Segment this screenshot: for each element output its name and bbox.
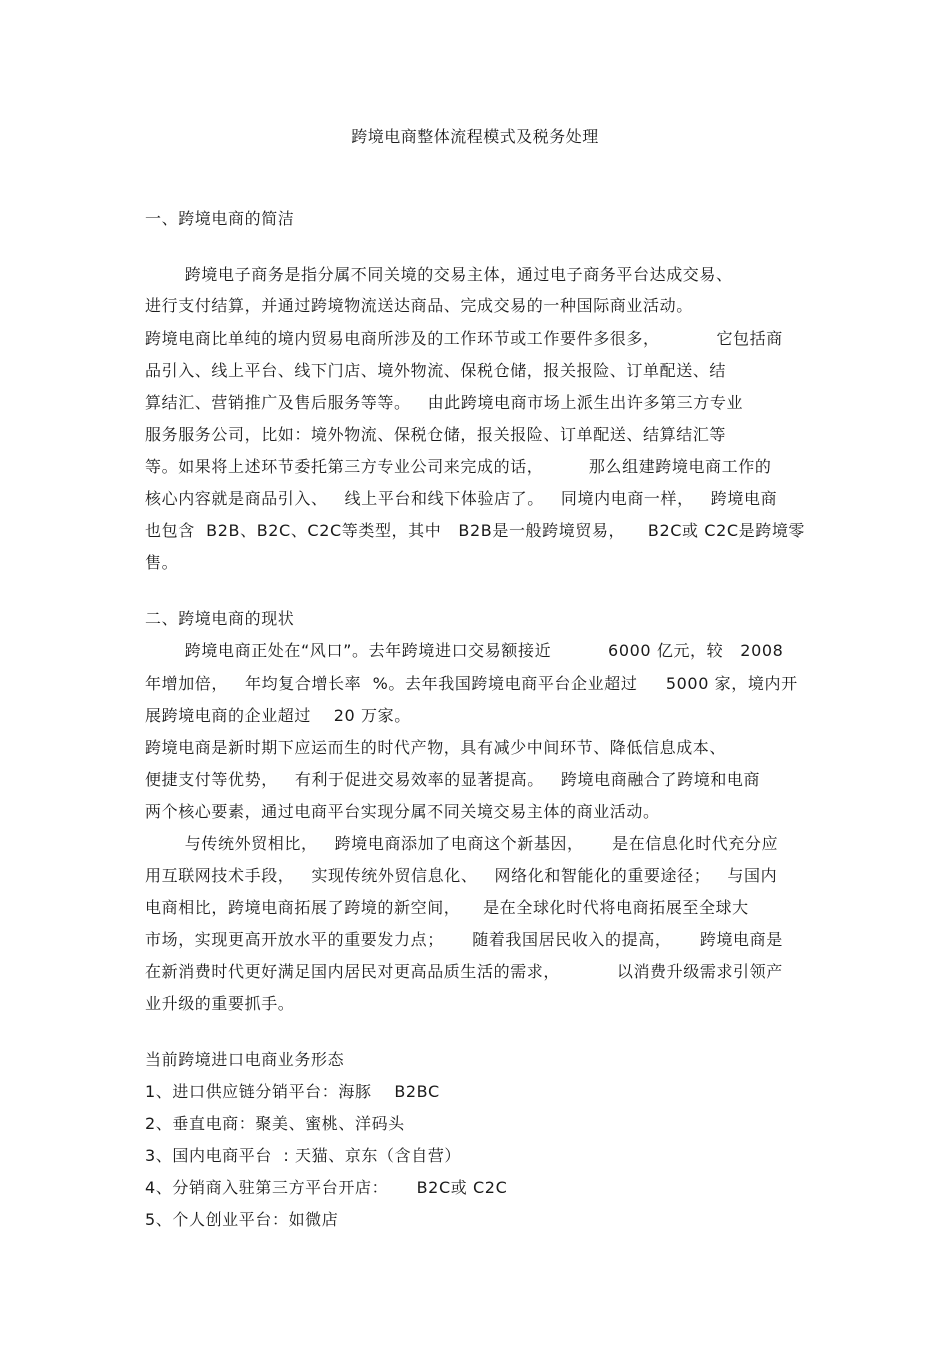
section2-line: 业升级的重要抓手。 [145,994,295,1013]
section2-line: 电商相比，跨境电商拓展了跨境的新空间， 是在全球化时代将电商拓展至全球大 [145,898,749,917]
section1-line: 服务服务公司，比如：境外物流、保税仓储，报关报险、订单配送、结算结汇等 [145,425,727,444]
list-item: 5、个人创业平台：如微店 [145,1210,339,1229]
section1-line: 等。如果将上述环节委托第三方专业公司来完成的话， 那么组建跨境电商工作的 [145,457,772,476]
section1-heading: 一、跨境电商的简洁 [145,209,295,228]
section2-line: 两个核心要素，通过电商平台实现分属不同关境交易主体的商业活动。 [145,802,660,821]
section1-line: 也包含 B2B、B2C、C2C等类型，其中 B2B是一般跨境贸易， B2C或 C2C是跨境零 [145,521,806,540]
section2-line: 用互联网技术手段， 实现传统外贸信息化、 网络化和智能化的重要途径； 与国内 [145,866,778,885]
section2-line: 便捷支付等优势， 有利于促进交易效率的显著提高。 跨境电商融合了跨境和电商 [145,770,761,789]
section1-line: 售。 [145,553,179,572]
list-item: 3、国内电商平台 : 天猫、京东（含自营） [145,1146,462,1165]
section1-line: 跨境电商比单纯的境内贸易电商所涉及的工作环节或工作要件多很多， 它包括商 [145,329,783,348]
section1-line: 核心内容就是商品引入、 线上平台和线下体验店了。 同境内电商一样， 跨境电商 [145,489,778,508]
section3-heading: 当前跨境进口电商业务形态 [145,1050,345,1069]
list-item: 1、进口供应链分销平台：海豚 B2BC [145,1082,440,1101]
list-item: 4、分销商入驻第三方平台开店： B2C或 C2C [145,1178,508,1197]
section2-line: 市场，实现更高开放水平的重要发力点； 随着我国居民收入的提高， 跨境电商是 [145,930,783,949]
section1-line: 算结汇、营销推广及售后服务等等。 由此跨境电商市场上派生出许多第三方专业 [145,393,744,412]
section2-line: 跨境电商是新时期下应运而生的时代产物，具有减少中间环节、降低信息成本、 [145,738,727,757]
section2-heading: 二、跨境电商的现状 [145,609,295,628]
section2-line: 与传统外贸相比， 跨境电商添加了电商这个新基因， 是在信息化时代充分应 [145,834,779,853]
section2-line: 展跨境电商的企业超过 20 万家。 [145,706,411,725]
section1-line: 进行支付结算，并通过跨境物流送达商品、完成交易的一种国际商业活动。 [145,296,693,315]
section2-line: 年增加倍， 年均复合增长率 %。去年我国跨境电商平台企业超过 5000 家，境内开 [145,674,798,693]
section1-line: 品引入、线上平台、线下门店、境外物流、保税仓储，报关报险、订单配送、结 [145,361,727,380]
list-item: 2、垂直电商：聚美、蜜桃、洋码头 [145,1114,405,1133]
section1-line: 跨境电子商务是指分属不同关境的交易主体，通过电子商务平台达成交易、 [145,265,733,284]
section2-line: 跨境电商正处在“风口”。去年跨境进口交易额接近 6000 亿元，较 2008 [145,641,784,660]
document-title: 跨境电商整体流程模式及税务处理 [351,127,599,146]
section2-line: 在新消费时代更好满足国内居民对更高品质生活的需求， 以消费升级需求引领产 [145,962,783,981]
